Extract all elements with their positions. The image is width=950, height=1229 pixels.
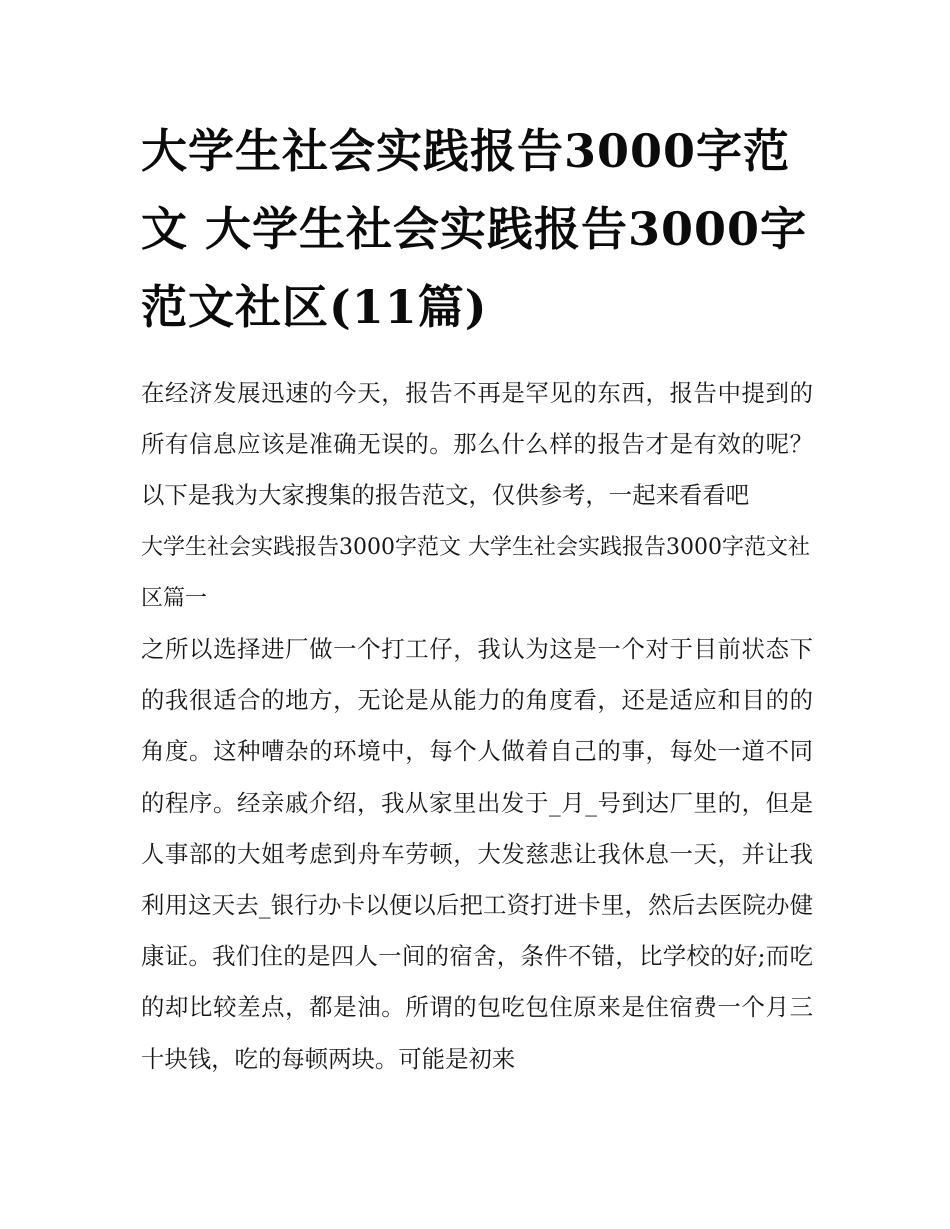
body-paragraph: 之所以选择进厂做一个打工仔，我认为这是一个对于目前状态下的我很适合的地方，无论是从能力的角度看，还是适应和目的的角度。这种嘈杂的环境中，每个人做着自己的事，每处一道不同的程序。经亲戚介绍，我从家里出发于_月_号到达厂里的，但是人事部的大姐考虑到舟车劳顿，大发慈悲让我休息一天，并让我利用这天去_银行办卡以便以后把工资打进卡里，然后去医院办健康证。我们住的是四人一间的宿舍，条件不错，比学校的好;而吃的却比较差点，都是油。所谓的包吃包住原来是住宿费一个月三十块钱，吃的每顿两块。可能是初来 xyxy=(141,635,813,1073)
section-heading: 大学生社会实践报告3000字范文 大学生社会实践报告3000字范文社区篇一 xyxy=(141,534,810,611)
intro-paragraph: 在经济发展迅速的今天，报告不再是罕见的东西，报告中提到的所有信息应该是准确无误的。那么什么样的报告才是有效的呢？以下是我为大家搜集的报告范文，仅供参考，一起来看看吧 xyxy=(141,379,813,510)
document-body xyxy=(141,112,813,1085)
document-title: 大学生社会实践报告3000字范文 大学生社会实践报告3000字范文社区(11篇) xyxy=(141,124,808,334)
